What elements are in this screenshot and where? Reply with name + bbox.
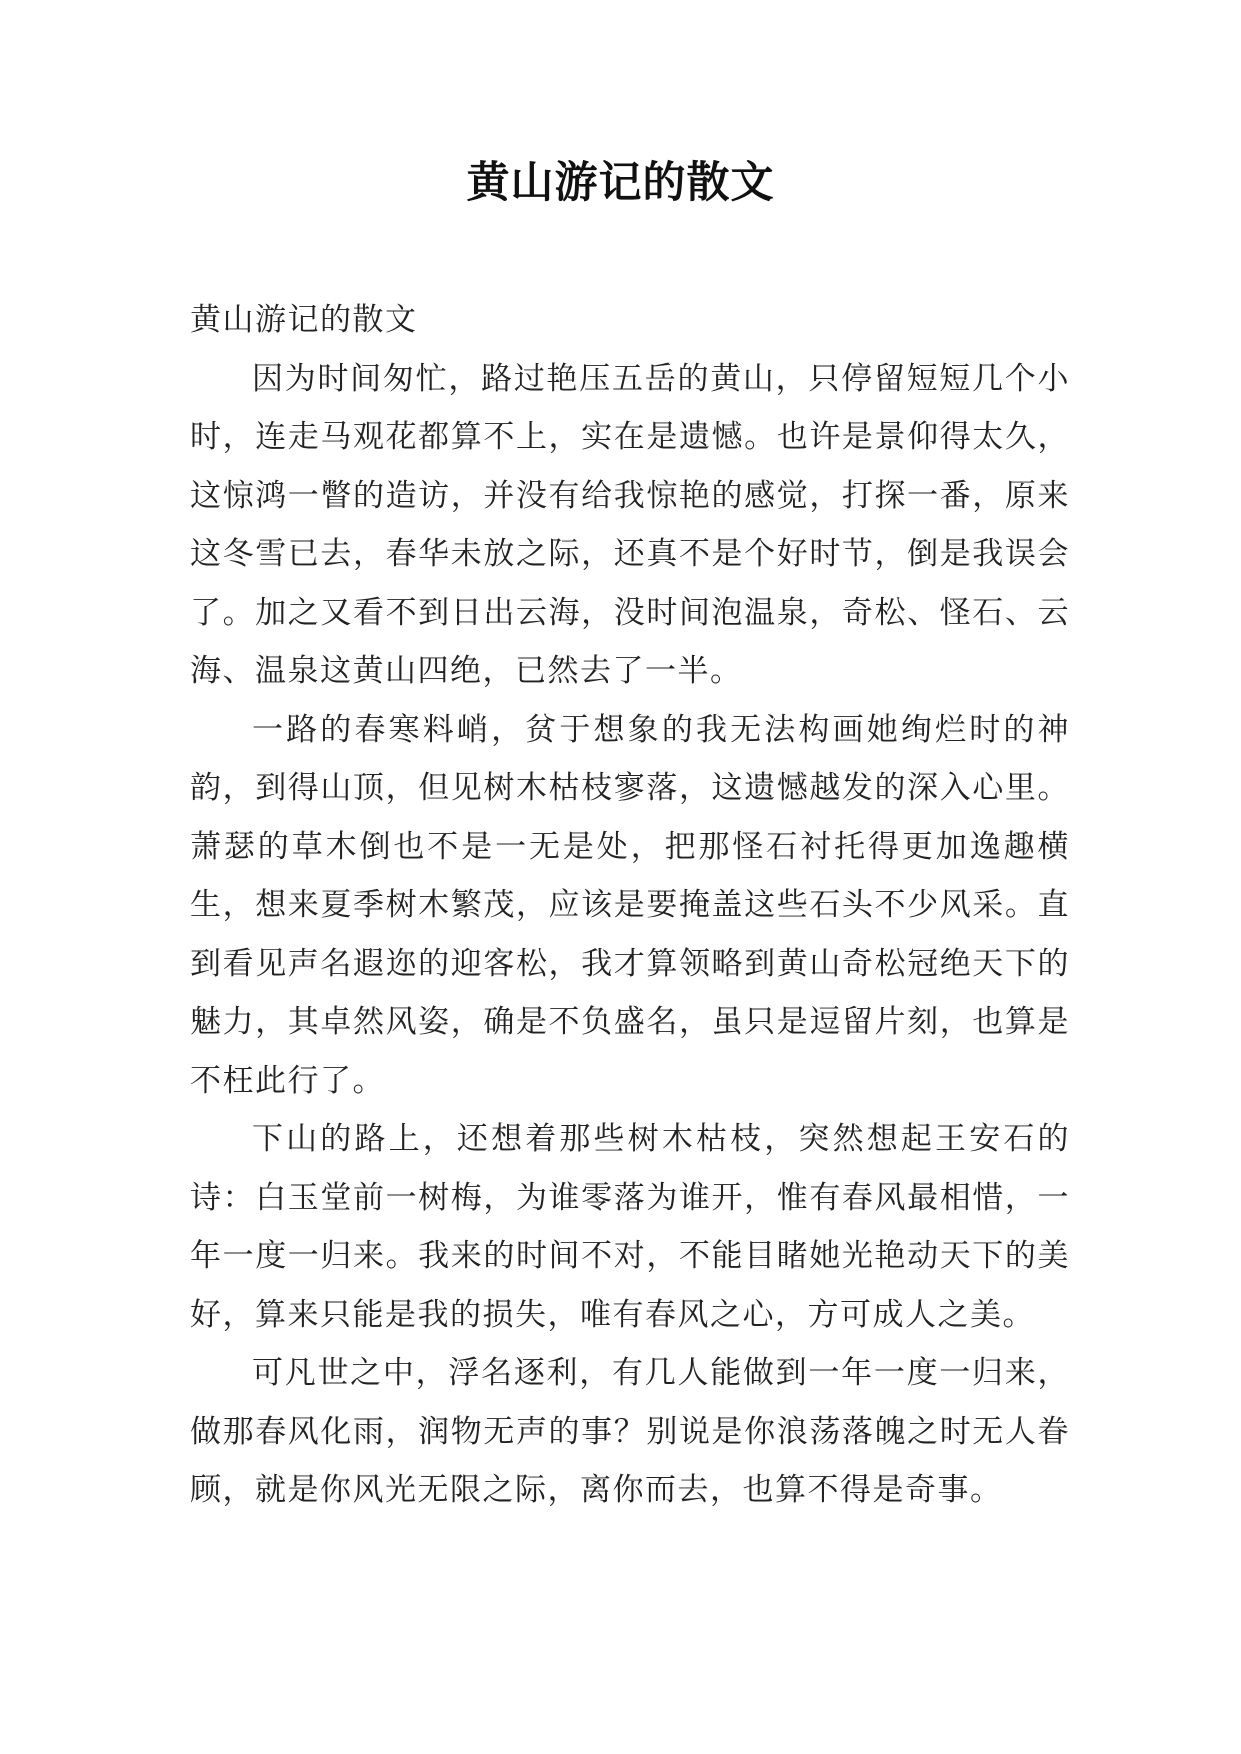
paragraph-1: 因为时间匆忙，路过艳压五岳的黄山，只停留短短几个小时，连走马观花都算不上，实在是遗憾。也许是景仰得太久，这惊鸿一瞥的造访，并没有给我惊艳的感觉，打探一番，原来这冬雪已去，春华未放之际，还真不是个好时节，倒是我误会了。加之又看不到日出云海，没时间泡温泉，奇松、怪石、云海、温泉这黄山四绝，已然去了一半。: [190, 360, 1070, 689]
document-body: [190, 291, 1070, 1520]
paragraph-4: 可凡世之中，浮名逐利，有几人能做到一年一度一归来，做那春风化雨，润物无声的事？别说是你浪荡落魄之时无人眷顾，就是你风光无限之际，离你而去，也算不得是奇事。: [190, 1355, 1070, 1508]
document-subtitle: 黄山游记的散文: [190, 302, 418, 338]
paragraph-3: 下山的路上，还想着那些树木枯枝，突然想起王安石的诗：白玉堂前一树梅，为谁零落为谁开，惟有春风最相惜，一年一度一归来。我来的时间不对，不能目睹她光艳动天下的美好，算来只能是我的损失，唯有春风之心，方可成人之美。: [190, 1121, 1070, 1333]
paragraph-2: 一路的春寒料峭，贫于想象的我无法构画她绚烂时的神韵，到得山顶，但见树木枯枝寥落，这遗憾越发的深入心里。萧瑟的草木倒也不是一无是处，把那怪石衬托得更加逸趣横生，想来夏季树木繁茂，应该是要掩盖这些石头不少风采。直到看见声名遐迩的迎客松，我才算领略到黄山奇松冠绝天下的魅力，其卓然风姿，确是不负盛名，虽只是逗留片刻，也算是不枉此行了。: [190, 711, 1070, 1099]
document-title: 黄山游记的散文: [466, 158, 775, 208]
